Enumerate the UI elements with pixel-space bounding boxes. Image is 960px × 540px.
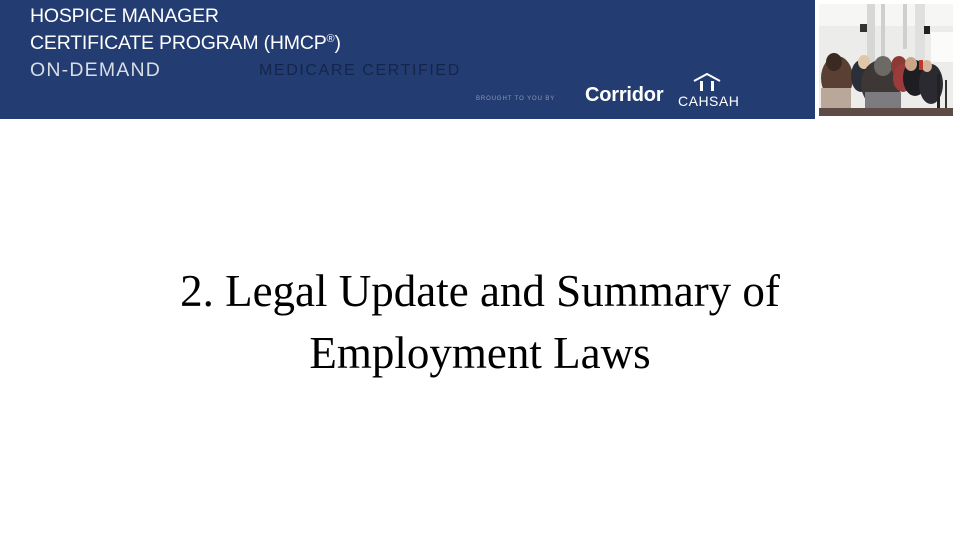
house-icon (692, 72, 722, 92)
cahsah-logo (676, 72, 740, 114)
corridor-logo: Corridor (585, 84, 664, 106)
program-title-text: CERTIFICATE PROGRAM (HMCP (30, 32, 327, 54)
program-title-close: ) (334, 32, 341, 54)
slide-title-line2: Employment Laws (309, 328, 651, 378)
program-title-line2 (30, 32, 341, 54)
header-banner (0, 0, 815, 119)
slide-title (60, 260, 900, 384)
audience-photo-icon (819, 4, 953, 116)
registered-mark: ® (326, 33, 335, 45)
slide-title-line1: 2. Legal Update and Summary of (180, 266, 780, 316)
on-demand-label: ON-DEMAND (30, 59, 162, 81)
program-title-line1: HOSPICE MANAGER (30, 5, 219, 27)
brought-to-you-by-label: BROUGHT TO YOU BY (476, 96, 556, 102)
cahsah-text: CAHSAH (678, 93, 740, 109)
medicare-certified-label: MEDICARE CERTIFIED (259, 62, 461, 79)
audience-photo (819, 4, 953, 116)
